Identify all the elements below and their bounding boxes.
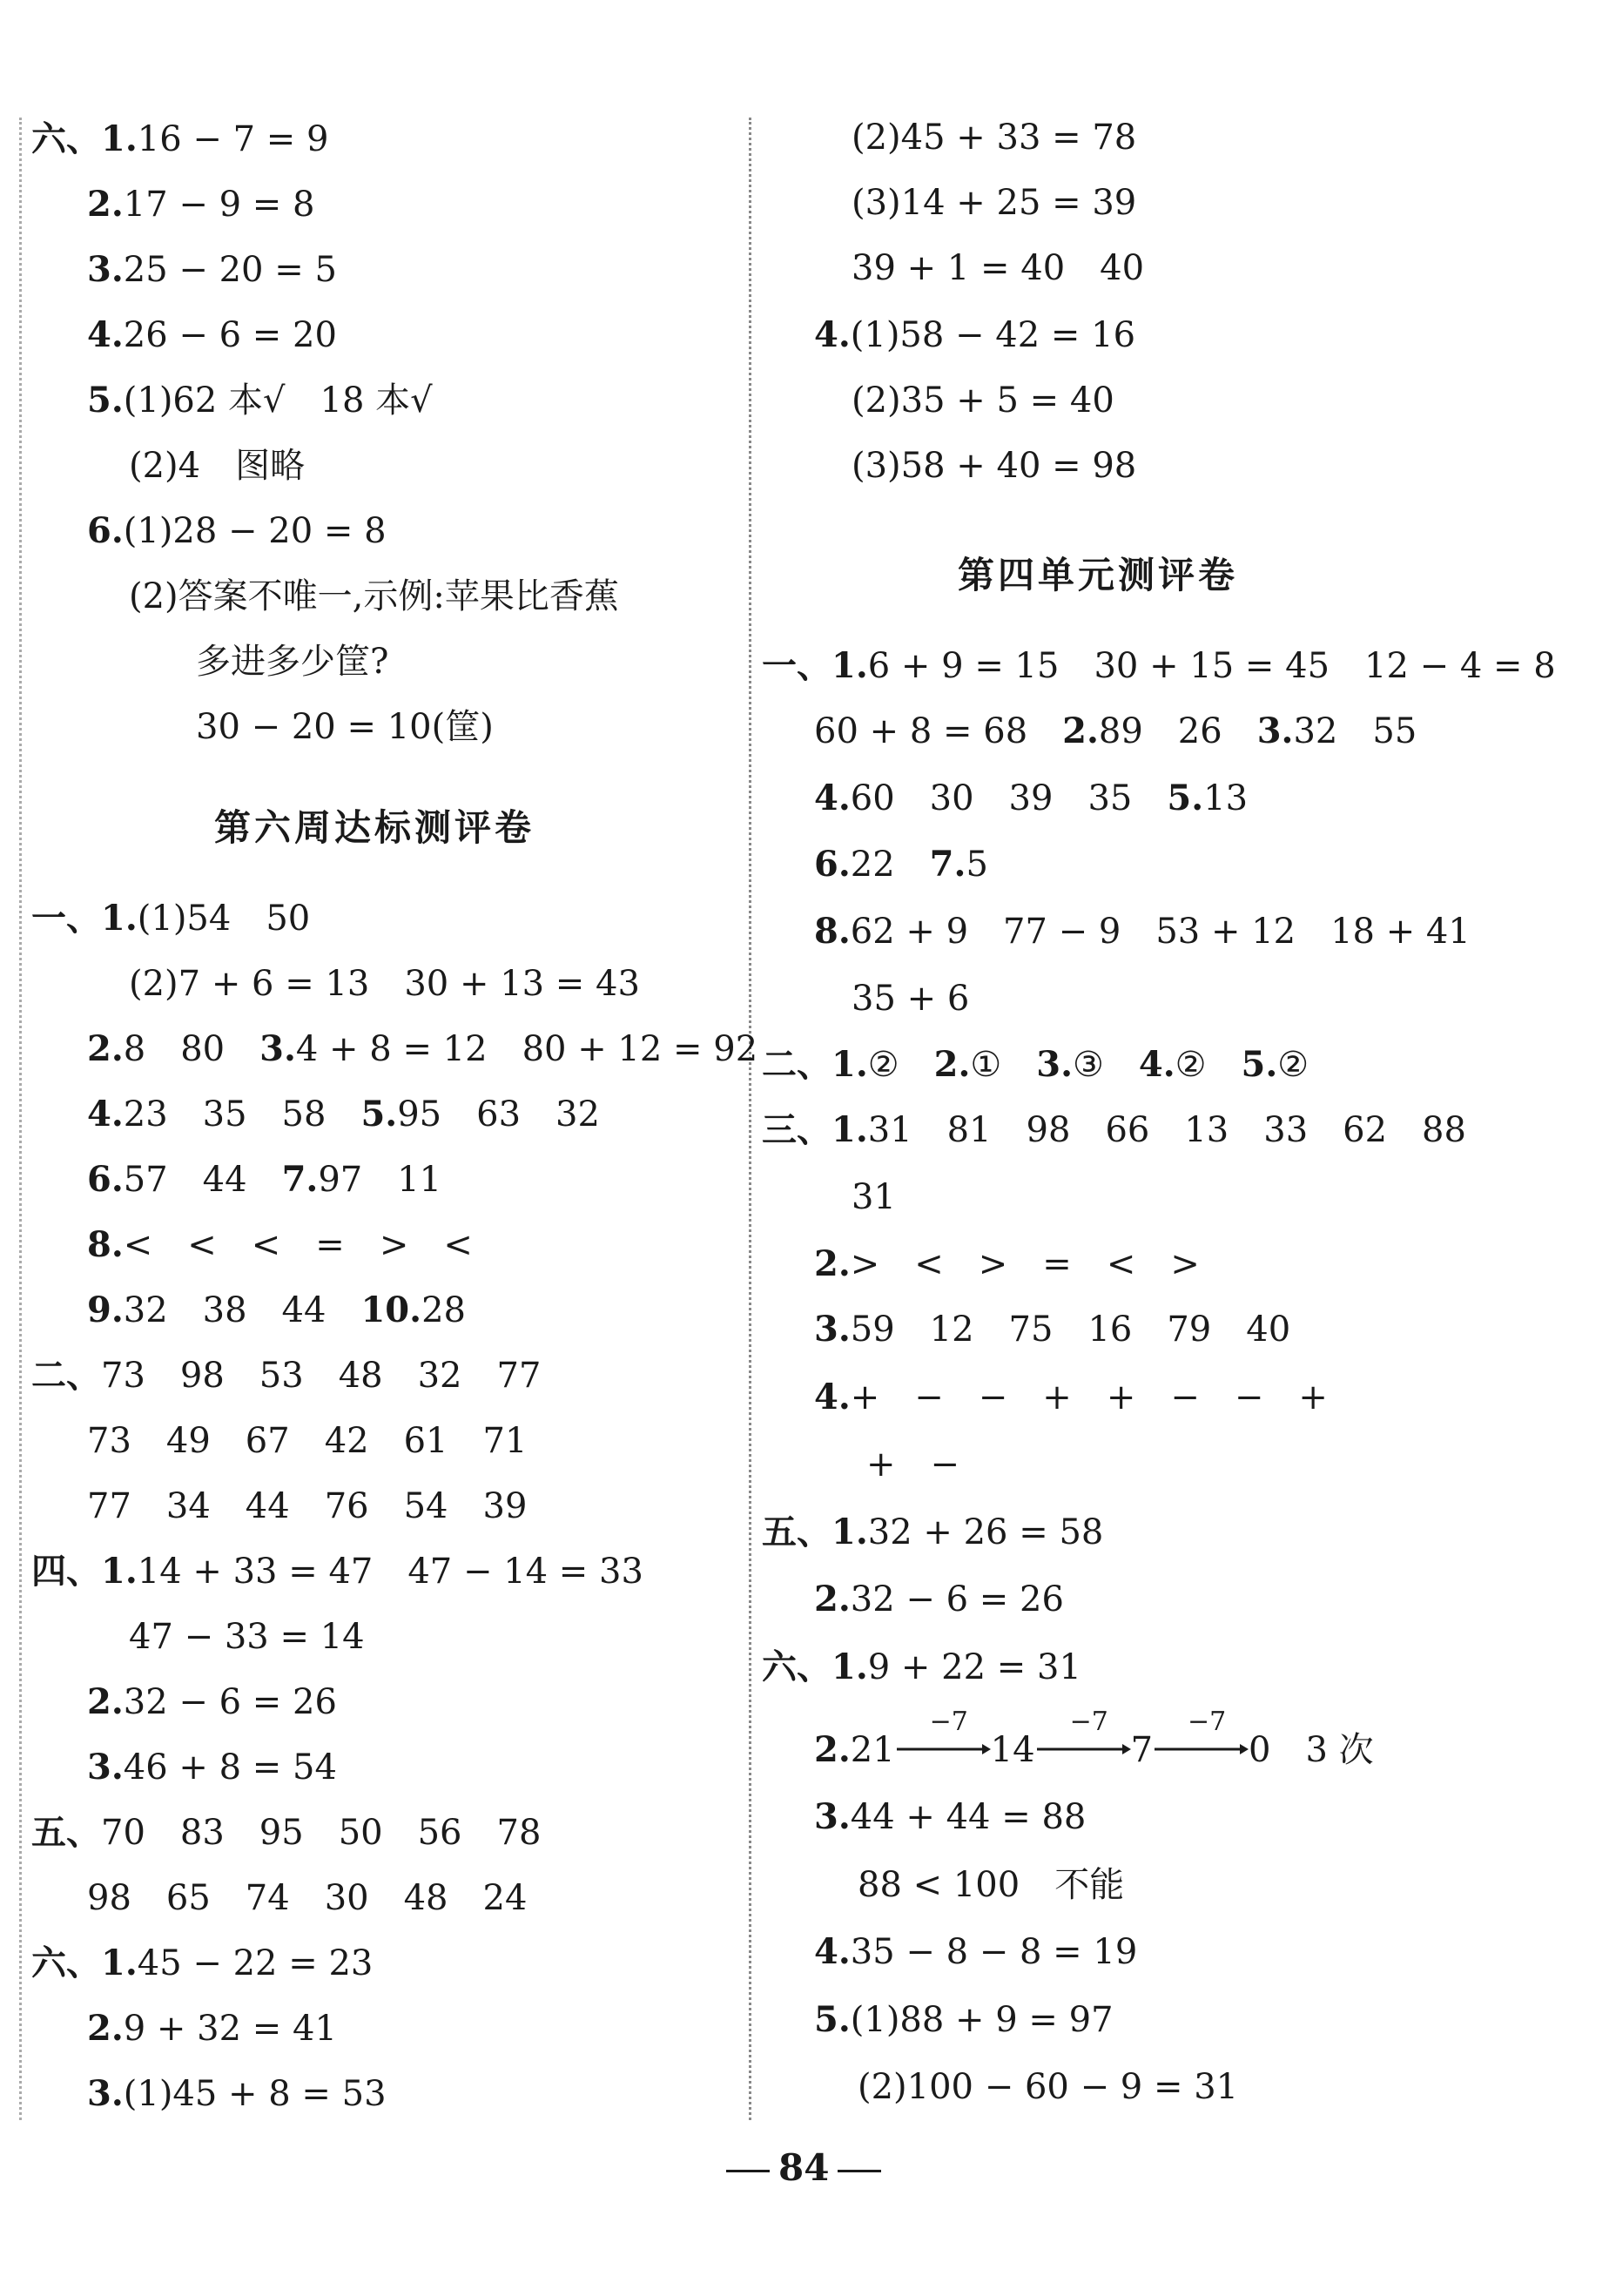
answer-line: [87, 1158, 441, 1202]
section-number: 五、1.: [762, 1512, 868, 1552]
answer-line: [852, 116, 1136, 159]
answer-line: [814, 843, 988, 886]
question-number: 3.: [1256, 710, 1294, 751]
answer-text: (2)100 − 60 − 9 = 31: [858, 2067, 1239, 2107]
section-number: 二、1.: [762, 1044, 868, 1085]
question-number: 10.: [360, 1289, 422, 1330]
question-number: 3.: [814, 1796, 851, 1837]
question-number: 5.: [87, 380, 124, 421]
answer-line: [31, 897, 310, 940]
question-number: 2.: [933, 1044, 971, 1085]
question-number: 4.: [814, 314, 851, 355]
answer-line: [814, 710, 1417, 753]
answer-line: [852, 444, 1136, 488]
answer-text: 31 81 98 66 13 33 62 88: [867, 1110, 1466, 1150]
question-number: 7.: [281, 1159, 319, 1200]
section-number: 六、1.: [31, 1943, 138, 1983]
answer-text: 47 − 33 = 14: [129, 1617, 365, 1657]
answer-line: [87, 1746, 337, 1789]
answer-text: 60 30 39 35: [850, 778, 1168, 818]
answer-line: [31, 1550, 643, 1593]
answer-text: 73 98 53 48 32 77: [101, 1356, 542, 1396]
answer-text: ②: [867, 1045, 934, 1085]
answer-line: [196, 640, 388, 683]
answer-line: [814, 1998, 1114, 2042]
answer-text: (2)7 + 6 = 13 30 + 13 = 43: [129, 964, 640, 1004]
footer-dash: [726, 2170, 770, 2172]
question-number: 2.: [87, 1028, 124, 1069]
answer-line: [87, 183, 314, 226]
answer-line: [814, 777, 1248, 820]
answer-line: [87, 1419, 527, 1463]
answer-line: [814, 1930, 1137, 1974]
answer-text: 22: [850, 845, 930, 885]
answer-text: 17 − 9 = 8: [123, 185, 315, 225]
answer-text: (1)54 50: [137, 899, 311, 939]
question-number: 6.: [814, 844, 851, 885]
answer-text: 14 + 33 = 47 47 − 14 = 33: [137, 1552, 643, 1592]
answer-line: [852, 379, 1114, 422]
section-number: 四、1.: [31, 1551, 138, 1592]
answer-text: 59 12 75 16 79 40: [850, 1310, 1291, 1350]
question-number: 4.: [814, 778, 851, 818]
answer-line: [87, 1027, 757, 1071]
answer-line: [814, 1308, 1290, 1351]
answer-text: (1)28 − 20 = 8: [123, 511, 387, 551]
answer-text: 8 80: [123, 1029, 260, 1069]
answer-text: 62 + 9 77 − 9 53 + 12 18 + 41: [850, 912, 1471, 952]
answer-text: 98 65 74 30 48 24: [87, 1878, 528, 1918]
answer-text: 57 44: [123, 1160, 282, 1200]
question-number: 2.: [87, 2008, 124, 2049]
answer-text: 39 + 1 = 40 40: [852, 248, 1145, 288]
answer-line: [129, 962, 640, 1006]
question-number: 4.: [1138, 1044, 1175, 1085]
answer-line: [858, 2065, 1238, 2109]
answer-text: 44 + 44 = 88: [850, 1797, 1087, 1837]
answer-text: 32 55: [1293, 711, 1417, 751]
question-number: 3.: [259, 1028, 296, 1069]
question-number: 5.: [1241, 1044, 1278, 1085]
question-number: 3.: [814, 1309, 851, 1350]
answer-text: 32 + 26 = 58: [867, 1512, 1104, 1552]
answer-text: (1)58 − 42 = 16: [850, 315, 1136, 355]
answer-text: 88 < 100 不能: [858, 1865, 1125, 1905]
question-number: 7.: [929, 844, 966, 885]
answer-text: (3)14 + 25 = 39: [852, 183, 1137, 223]
section-title: 第六周达标测评卷: [214, 806, 535, 849]
answer-line: [87, 2072, 387, 2116]
answer-text: 6 + 9 = 15 30 + 15 = 45 12 − 4 = 8: [867, 646, 1556, 686]
answer-line: [814, 313, 1135, 357]
answer-line: [87, 1223, 473, 1267]
answer-line: [762, 644, 1556, 688]
section-title: 第四单元测评卷: [958, 554, 1239, 596]
answer-text: 77 34 44 76 54 39: [87, 1486, 528, 1526]
section-number: 一、1.: [31, 898, 138, 939]
question-number: 4.: [87, 314, 124, 355]
answer-line: [858, 1863, 1124, 1907]
question-number: 9.: [87, 1289, 124, 1330]
answer-text: 31: [852, 1177, 896, 1217]
answer-text: 32 38 44: [123, 1290, 361, 1330]
answer-text: 46 + 8 = 54: [123, 1747, 337, 1788]
answer-text: 35 − 8 − 8 = 19: [850, 1932, 1138, 1972]
question-number: 5.: [360, 1094, 398, 1135]
answer-line: [87, 379, 433, 422]
answer-line: [87, 2007, 337, 2050]
arrow-step: [1153, 1707, 1249, 1772]
answer-text: (2)35 + 5 = 40: [852, 380, 1114, 421]
answer-line: [31, 1354, 541, 1397]
answer-line: [87, 1485, 527, 1528]
right-arrow-icon: [1035, 1741, 1131, 1758]
question-number: 8.: [814, 911, 851, 952]
question-number: 2.: [87, 1681, 124, 1722]
left-edge-dotted-line: [19, 118, 22, 2120]
answer-line: [762, 1646, 1081, 1689]
answer-text: 30 − 20 = 10(筐): [196, 707, 494, 747]
question-number: 2.: [814, 1579, 851, 1619]
answer-text: 23 35 58: [123, 1094, 361, 1135]
arrow-step: [1035, 1707, 1131, 1772]
answer-line: [814, 1578, 1064, 1621]
answer-line: [31, 118, 328, 161]
answer-text: 14: [990, 1730, 1035, 1770]
answer-line: [852, 1175, 896, 1219]
question-number: 2.: [814, 1729, 851, 1770]
answer-text: 73 49 67 42 61 71: [87, 1421, 528, 1461]
answer-text: 60 + 8 = 68: [814, 711, 1063, 751]
answer-text: 35 + 6: [852, 979, 970, 1019]
answer-text: < < < = > <: [123, 1225, 473, 1265]
answer-text: > < > = < >: [850, 1244, 1200, 1284]
question-number: 4.: [814, 1931, 851, 1972]
arrow-label: −7: [929, 1707, 968, 1737]
question-number: 8.: [87, 1224, 124, 1265]
arrow-label: −7: [1188, 1707, 1227, 1737]
page-footer: [717, 2146, 890, 2189]
question-number: 5.: [1167, 778, 1204, 818]
section-number: 五、: [31, 1812, 101, 1853]
answer-line: [866, 1443, 959, 1486]
answer-line: [814, 1795, 1086, 1839]
question-number: 2.: [87, 184, 124, 225]
answer-text: 9 + 22 = 31: [867, 1647, 1081, 1687]
answer-text: 45 − 22 = 23: [137, 1943, 374, 1983]
answer-line: [31, 1811, 541, 1855]
answer-text: (1)45 + 8 = 53: [123, 2074, 387, 2114]
answer-text: 32 − 6 = 26: [850, 1579, 1064, 1619]
answer-text: 32 − 6 = 26: [123, 1682, 337, 1722]
question-number: 2.: [1062, 710, 1099, 751]
answer-line: [814, 910, 1471, 953]
answer-line: [87, 1876, 527, 1920]
answer-text: 26 − 6 = 20: [123, 315, 337, 355]
answer-line: [762, 1043, 1309, 1087]
answer-text: ②: [1175, 1045, 1242, 1085]
answer-line: [87, 248, 337, 292]
question-number: 6.: [87, 510, 124, 551]
answer-text: 7: [1130, 1730, 1154, 1770]
answer-line: [87, 509, 387, 553]
answer-line: [852, 246, 1144, 290]
section-number: 二、: [31, 1355, 101, 1396]
section-number: 三、1.: [762, 1109, 868, 1150]
answer-line: [87, 313, 337, 357]
section-number: 六、1.: [762, 1646, 868, 1687]
question-number: 5.: [814, 1999, 851, 2040]
question-number: 3.: [87, 2073, 124, 2114]
answer-text: 0: [1249, 1730, 1271, 1770]
answer-line: [129, 444, 305, 488]
question-number: 3.: [87, 1747, 124, 1788]
answer-text: (1)62 本√ 18 本√: [123, 380, 433, 421]
answer-text: ③: [1073, 1045, 1139, 1085]
answer-line: [87, 1289, 466, 1332]
answer-text: (2)4 图略: [129, 446, 306, 486]
right-arrow-icon: [1153, 1741, 1249, 1758]
answer-text: 89 26: [1098, 711, 1257, 751]
answer-text: 9 + 32 = 41: [123, 2009, 337, 2049]
answer-line: [87, 1680, 337, 1724]
answer-line: [762, 1108, 1466, 1152]
answer-text: 70 83 95 50 56 78: [101, 1813, 542, 1853]
answer-line: [852, 181, 1136, 225]
section-number: 六、1.: [31, 118, 138, 159]
answer-text: 4 + 8 = 12 80 + 12 = 92: [295, 1029, 758, 1069]
answer-text: 5: [966, 845, 988, 885]
answer-text: 多进多少筐?: [196, 642, 389, 682]
answer-text: ①: [970, 1045, 1037, 1085]
right-arrow-icon: [895, 1741, 991, 1758]
answer-line: [814, 1707, 1374, 1772]
answer-text: + −: [866, 1444, 960, 1485]
answer-line: [129, 575, 619, 618]
answer-line: [87, 1093, 600, 1136]
answer-text: 97 11: [318, 1160, 442, 1200]
answer-text: 25 − 20 = 5: [123, 250, 337, 290]
question-number: 2.: [814, 1243, 851, 1284]
arrow-label: −7: [1069, 1707, 1108, 1737]
answer-line: [852, 977, 969, 1020]
answer-line: [814, 1376, 1328, 1419]
answer-text: (2)45 + 33 = 78: [852, 118, 1137, 158]
answer-text: 13: [1203, 778, 1249, 818]
answer-text: 28: [421, 1290, 466, 1330]
question-number: 3.: [87, 249, 124, 290]
answer-line: [196, 705, 494, 749]
answer-text: 16 − 7 = 9: [137, 119, 329, 159]
answer-line: [31, 1942, 373, 1985]
question-number: 3.: [1036, 1044, 1074, 1085]
answer-text: (3)58 + 40 = 98: [852, 446, 1137, 486]
answer-line: [129, 1615, 365, 1659]
arrow-step: [895, 1707, 991, 1772]
answer-text: 21: [850, 1730, 895, 1770]
page-number: 84: [778, 2146, 830, 2189]
answer-text: (1)88 + 9 = 97: [850, 2000, 1114, 2040]
question-number: 4.: [87, 1094, 124, 1135]
question-number: 4.: [814, 1377, 851, 1417]
answer-line: [814, 1242, 1200, 1286]
section-number: 一、1.: [762, 645, 868, 686]
answer-text: 3 次: [1305, 1730, 1374, 1770]
answer-text: ②: [1277, 1045, 1309, 1085]
answer-text: + − − + + − − +: [850, 1377, 1328, 1417]
footer-dash: [838, 2170, 881, 2172]
answer-text: (2)答案不唯一,示例:苹果比香蕉: [129, 576, 619, 616]
question-number: 6.: [87, 1159, 124, 1200]
column-divider: [749, 118, 751, 2120]
answer-line: [762, 1511, 1103, 1554]
answer-text: 95 63 32: [397, 1094, 600, 1135]
